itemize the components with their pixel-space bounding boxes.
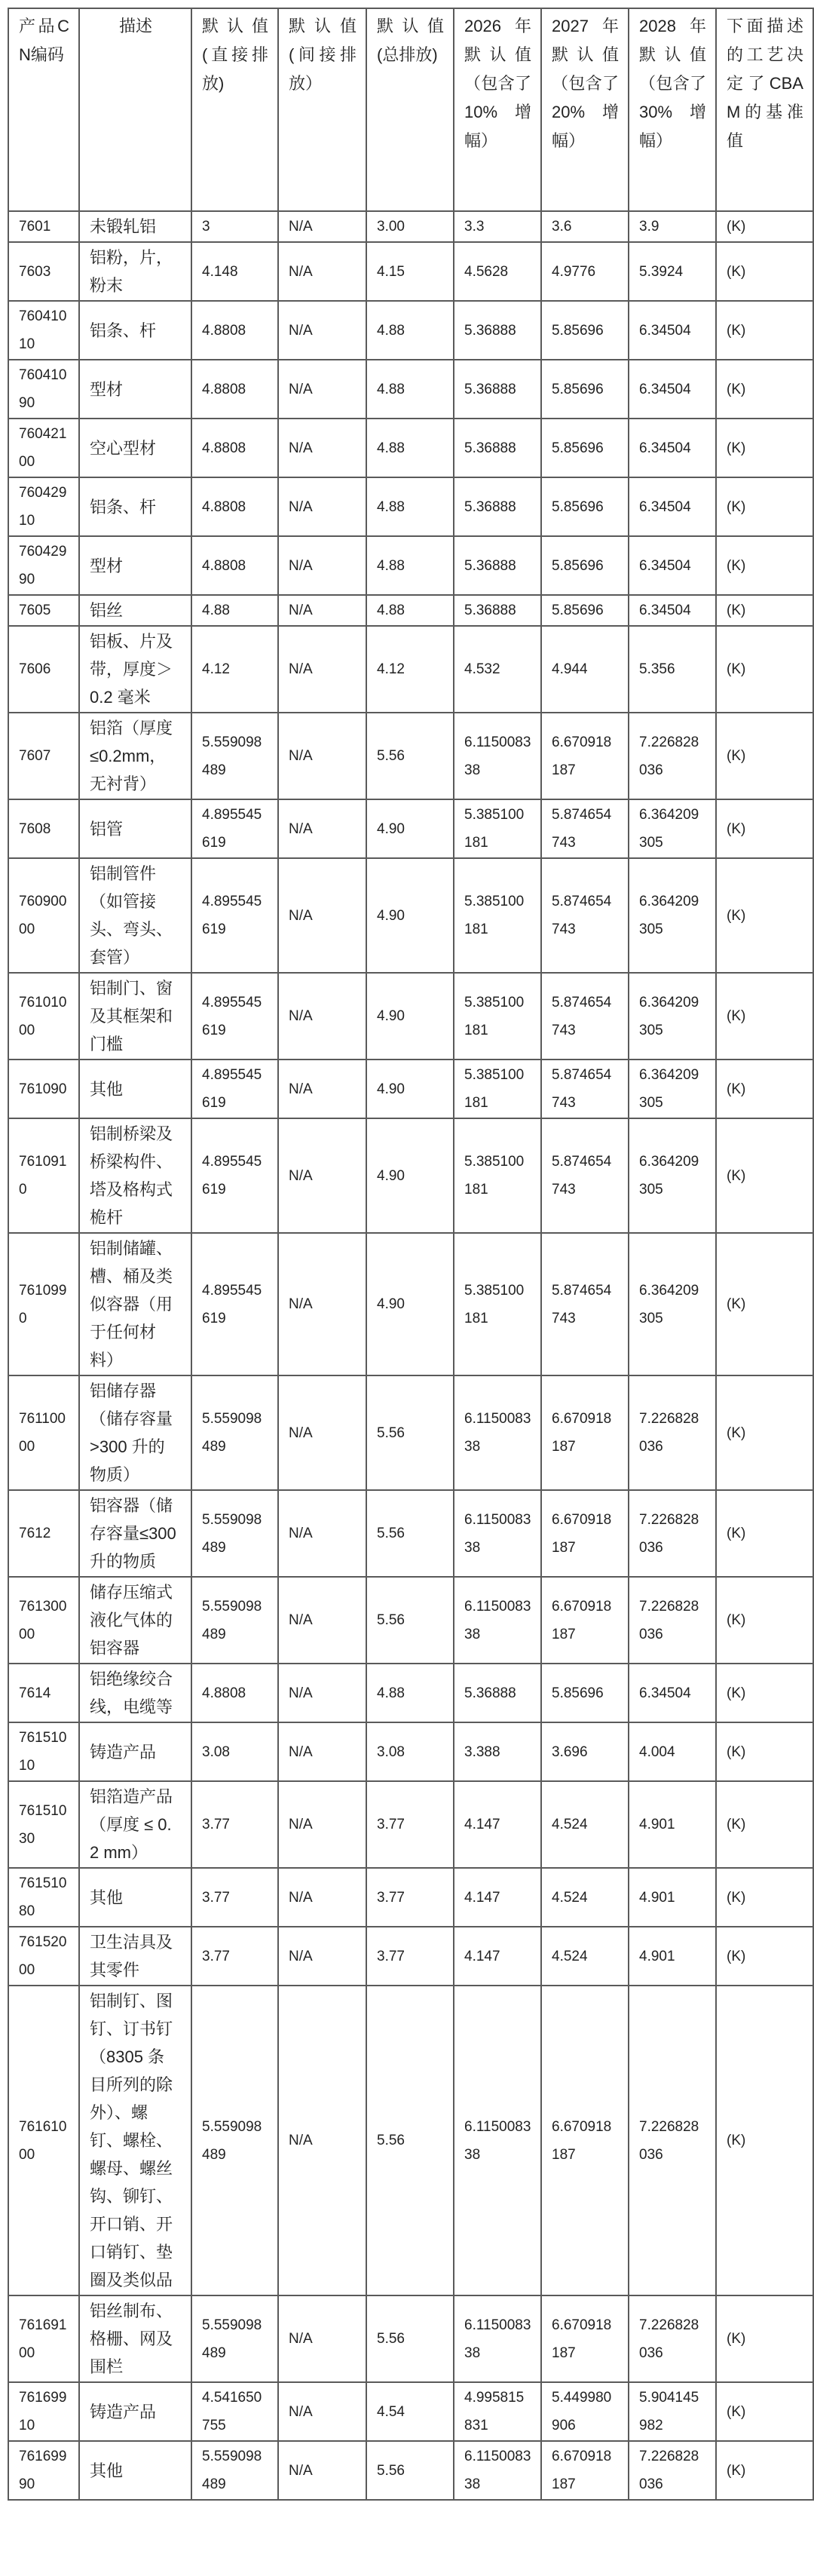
value-2026-cell: 4.147	[454, 1927, 541, 1986]
value-2026-cell: 4.147	[454, 1781, 541, 1868]
direct-value-cell: 4.8808	[191, 301, 278, 360]
total-value-cell: 4.90	[366, 858, 454, 973]
cn-code-cell: 76130000	[8, 1577, 79, 1664]
value-2028-cell: 5.3924	[629, 242, 716, 301]
table-row	[8, 2441, 813, 2500]
table-row	[8, 1233, 813, 1375]
indirect-value-cell: N/A	[278, 799, 366, 858]
header-2027-default: 2027年默认值（包含了20%增幅）	[541, 8, 629, 211]
value-2028-cell: 7.226828036	[629, 713, 716, 799]
total-value-cell: 4.15	[366, 242, 454, 301]
indirect-value-cell: N/A	[278, 2382, 366, 2441]
total-value-cell: 4.88	[366, 301, 454, 360]
benchmark-route-cell: (K)	[716, 1664, 813, 1722]
value-2027-cell: 5.85696	[541, 595, 629, 626]
value-2027-cell: 5.85696	[541, 301, 629, 360]
description-cell: 铝制门、窗及其框架和门槛	[79, 973, 191, 1060]
cn-code-cell: 7606	[8, 626, 79, 713]
direct-value-cell: 4.895545619	[191, 1233, 278, 1375]
benchmark-route-cell: (K)	[716, 1060, 813, 1118]
value-2026-cell: 6.115008338	[454, 1375, 541, 1490]
description-cell: 铝容器（储存容量≤300 升的物质	[79, 1490, 191, 1577]
description-cell: 铝板、片及带，厚度＞0.2 毫米	[79, 626, 191, 713]
description-cell: 铸造产品	[79, 2382, 191, 2441]
indirect-value-cell: N/A	[278, 1927, 366, 1986]
value-2028-cell: 6.364209305	[629, 1233, 716, 1375]
benchmark-route-cell: (K)	[716, 360, 813, 419]
benchmark-route-cell: (K)	[716, 1986, 813, 2295]
benchmark-route-cell: (K)	[716, 477, 813, 536]
benchmark-route-cell: (K)	[716, 1233, 813, 1375]
table-row	[8, 1868, 813, 1927]
value-2027-cell: 4.524	[541, 1781, 629, 1868]
total-value-cell: 4.54	[366, 2382, 454, 2441]
table-row	[8, 713, 813, 799]
indirect-value-cell: N/A	[278, 301, 366, 360]
value-2027-cell: 6.670918187	[541, 2441, 629, 2500]
indirect-value-cell: N/A	[278, 973, 366, 1060]
description-cell: 铝储存器（储存容量>300 升的物质）	[79, 1375, 191, 1490]
table-row	[8, 1927, 813, 1986]
benchmark-route-cell: (K)	[716, 1927, 813, 1986]
indirect-value-cell: N/A	[278, 242, 366, 301]
cn-code-cell: 76169910	[8, 2382, 79, 2441]
value-2026-cell: 5.385100181	[454, 858, 541, 973]
benchmark-route-cell: (K)	[716, 595, 813, 626]
value-2028-cell: 6.34504	[629, 1664, 716, 1722]
table-body	[8, 211, 813, 2500]
cn-code-cell: 7605	[8, 595, 79, 626]
description-cell: 其他	[79, 1060, 191, 1118]
table-row	[8, 1060, 813, 1118]
value-2027-cell: 5.874654743	[541, 1060, 629, 1118]
cn-code-cell: 76041090	[8, 360, 79, 419]
total-value-cell: 5.56	[366, 2295, 454, 2382]
table-row	[8, 242, 813, 301]
cn-code-cell: 76152000	[8, 1927, 79, 1986]
cn-code-cell: 76041010	[8, 301, 79, 360]
value-2028-cell: 6.364209305	[629, 1060, 716, 1118]
description-cell: 铝箔造产品（厚度 ≤ 0.2 mm）	[79, 1781, 191, 1868]
value-2028-cell: 5.904145982	[629, 2382, 716, 2441]
value-2027-cell: 6.670918187	[541, 1490, 629, 1577]
direct-value-cell: 5.559098489	[191, 1577, 278, 1664]
value-2026-cell: 6.115008338	[454, 1577, 541, 1664]
value-2026-cell: 5.36888	[454, 360, 541, 419]
table-row	[8, 1722, 813, 1781]
header-cbam-benchmark: 下面描述的工艺决定了CBAM的基准值	[716, 8, 813, 211]
value-2027-cell: 5.85696	[541, 1664, 629, 1722]
total-value-cell: 3.77	[366, 1868, 454, 1927]
cn-code-cell: 761090	[8, 1060, 79, 1118]
cbam-default-values-table	[8, 8, 814, 2501]
benchmark-route-cell: (K)	[716, 301, 813, 360]
total-value-cell: 4.88	[366, 595, 454, 626]
indirect-value-cell: N/A	[278, 419, 366, 477]
indirect-value-cell: N/A	[278, 858, 366, 973]
table-row	[8, 1986, 813, 2295]
value-2026-cell: 5.385100181	[454, 973, 541, 1060]
value-2027-cell: 5.874654743	[541, 1233, 629, 1375]
value-2027-cell: 4.524	[541, 1868, 629, 1927]
direct-value-cell: 4.8808	[191, 1664, 278, 1722]
total-value-cell: 4.90	[366, 1060, 454, 1118]
table-row	[8, 477, 813, 536]
value-2026-cell: 4.5628	[454, 242, 541, 301]
description-cell: 铝制储罐、槽、桶及类似容器（用于任何材料）	[79, 1233, 191, 1375]
cn-code-cell: 76042100	[8, 419, 79, 477]
indirect-value-cell: N/A	[278, 2295, 366, 2382]
value-2026-cell: 5.36888	[454, 536, 541, 595]
indirect-value-cell: N/A	[278, 211, 366, 242]
cn-code-cell: 7601	[8, 211, 79, 242]
benchmark-route-cell: (K)	[716, 1781, 813, 1868]
benchmark-route-cell: (K)	[716, 419, 813, 477]
benchmark-route-cell: (K)	[716, 626, 813, 713]
value-2028-cell: 7.226828036	[629, 2295, 716, 2382]
cn-code-cell: 76090000	[8, 858, 79, 973]
cn-code-cell: 76161000	[8, 1986, 79, 2295]
value-2027-cell: 6.670918187	[541, 713, 629, 799]
value-2028-cell: 6.364209305	[629, 973, 716, 1060]
value-2028-cell: 7.226828036	[629, 1986, 716, 2295]
value-2026-cell: 4.147	[454, 1868, 541, 1927]
value-2028-cell: 6.364209305	[629, 858, 716, 973]
value-2026-cell: 5.385100181	[454, 1060, 541, 1118]
value-2026-cell: 3.3	[454, 211, 541, 242]
description-cell: 铝绝缘绞合线，电缆等	[79, 1664, 191, 1722]
benchmark-route-cell: (K)	[716, 536, 813, 595]
cn-code-cell: 7608	[8, 799, 79, 858]
benchmark-route-cell: (K)	[716, 713, 813, 799]
total-value-cell: 4.90	[366, 1233, 454, 1375]
value-2027-cell: 5.85696	[541, 360, 629, 419]
benchmark-route-cell: (K)	[716, 1118, 813, 1233]
indirect-value-cell: N/A	[278, 713, 366, 799]
benchmark-route-cell: (K)	[716, 1490, 813, 1577]
total-value-cell: 3.00	[366, 211, 454, 242]
indirect-value-cell: N/A	[278, 1118, 366, 1233]
benchmark-route-cell: (K)	[716, 2382, 813, 2441]
direct-value-cell: 3.77	[191, 1927, 278, 1986]
total-value-cell: 5.56	[366, 713, 454, 799]
description-cell: 储存压缩式液化气体的铝容器	[79, 1577, 191, 1664]
indirect-value-cell: N/A	[278, 1375, 366, 1490]
description-cell: 型材	[79, 360, 191, 419]
description-cell: 铝条、杆	[79, 477, 191, 536]
value-2027-cell: 5.85696	[541, 536, 629, 595]
value-2028-cell: 7.226828036	[629, 1577, 716, 1664]
cn-code-cell: 76151030	[8, 1781, 79, 1868]
value-2026-cell: 6.115008338	[454, 1986, 541, 2295]
indirect-value-cell: N/A	[278, 1986, 366, 2295]
direct-value-cell: 4.148	[191, 242, 278, 301]
total-value-cell: 3.77	[366, 1927, 454, 1986]
table-row	[8, 536, 813, 595]
direct-value-cell: 4.12	[191, 626, 278, 713]
indirect-value-cell: N/A	[278, 1664, 366, 1722]
description-cell: 其他	[79, 1868, 191, 1927]
description-cell: 其他	[79, 2441, 191, 2500]
table-header-row	[8, 8, 813, 211]
total-value-cell: 4.88	[366, 1664, 454, 1722]
table-row	[8, 626, 813, 713]
direct-value-cell: 4.541650755	[191, 2382, 278, 2441]
value-2026-cell: 4.995815831	[454, 2382, 541, 2441]
table-row	[8, 211, 813, 242]
value-2028-cell: 4.901	[629, 1927, 716, 1986]
value-2027-cell: 4.524	[541, 1927, 629, 1986]
cn-code-cell: 76042990	[8, 536, 79, 595]
cn-code-cell: 76101000	[8, 973, 79, 1060]
value-2027-cell: 5.874654743	[541, 799, 629, 858]
indirect-value-cell: N/A	[278, 1490, 366, 1577]
direct-value-cell: 3	[191, 211, 278, 242]
cn-code-cell: 7610990	[8, 1233, 79, 1375]
table-row	[8, 419, 813, 477]
value-2027-cell: 5.874654743	[541, 1118, 629, 1233]
value-2028-cell: 6.34504	[629, 536, 716, 595]
benchmark-route-cell: (K)	[716, 973, 813, 1060]
value-2026-cell: 6.115008338	[454, 1490, 541, 1577]
table-row	[8, 858, 813, 973]
value-2028-cell: 5.356	[629, 626, 716, 713]
cn-code-cell: 76151010	[8, 1722, 79, 1781]
table-row	[8, 1781, 813, 1868]
total-value-cell: 4.88	[366, 536, 454, 595]
description-cell: 铝制钉、图钉、订书钉（8305 条目所列的除外）、螺钉、螺栓、螺母、螺丝钩、铆钉、开口销、开口销钉、垫圈及类似品	[79, 1986, 191, 2295]
direct-value-cell: 4.88	[191, 595, 278, 626]
cn-code-cell: 7614	[8, 1664, 79, 1722]
cn-code-cell: 7610910	[8, 1118, 79, 1233]
table-row	[8, 1375, 813, 1490]
direct-value-cell: 5.559098489	[191, 2441, 278, 2500]
table-row	[8, 2382, 813, 2441]
total-value-cell: 5.56	[366, 1375, 454, 1490]
direct-value-cell: 4.895545619	[191, 1118, 278, 1233]
value-2026-cell: 4.532	[454, 626, 541, 713]
direct-value-cell: 3.08	[191, 1722, 278, 1781]
header-description: 描述	[79, 8, 191, 211]
value-2027-cell: 6.670918187	[541, 2295, 629, 2382]
benchmark-route-cell: (K)	[716, 858, 813, 973]
header-total-emissions: 默认值(总排放)	[366, 8, 454, 211]
value-2028-cell: 6.364209305	[629, 799, 716, 858]
value-2028-cell: 6.34504	[629, 477, 716, 536]
description-cell: 铝制管件（如管接头、弯头、套管）	[79, 858, 191, 973]
total-value-cell: 3.77	[366, 1781, 454, 1868]
value-2027-cell: 3.696	[541, 1722, 629, 1781]
value-2026-cell: 5.36888	[454, 419, 541, 477]
table-row	[8, 595, 813, 626]
direct-value-cell: 5.559098489	[191, 1490, 278, 1577]
indirect-value-cell: N/A	[278, 595, 366, 626]
indirect-value-cell: N/A	[278, 626, 366, 713]
indirect-value-cell: N/A	[278, 477, 366, 536]
cn-code-cell: 76110000	[8, 1375, 79, 1490]
value-2027-cell: 3.6	[541, 211, 629, 242]
value-2028-cell: 6.34504	[629, 595, 716, 626]
value-2028-cell: 6.34504	[629, 301, 716, 360]
indirect-value-cell: N/A	[278, 360, 366, 419]
benchmark-route-cell: (K)	[716, 799, 813, 858]
direct-value-cell: 3.77	[191, 1781, 278, 1868]
cn-code-cell: 76169100	[8, 2295, 79, 2382]
description-cell: 未锻轧铝	[79, 211, 191, 242]
benchmark-route-cell: (K)	[716, 2295, 813, 2382]
value-2028-cell: 4.004	[629, 1722, 716, 1781]
description-cell: 卫生洁具及其零件	[79, 1927, 191, 1986]
description-cell: 铝管	[79, 799, 191, 858]
total-value-cell: 4.90	[366, 799, 454, 858]
total-value-cell: 4.90	[366, 973, 454, 1060]
total-value-cell: 4.88	[366, 477, 454, 536]
table-row	[8, 1577, 813, 1664]
header-2028-default: 2028年默认值（包含了30%增幅）	[629, 8, 716, 211]
benchmark-route-cell: (K)	[716, 1868, 813, 1927]
value-2026-cell: 5.36888	[454, 477, 541, 536]
value-2026-cell: 5.385100181	[454, 799, 541, 858]
value-2027-cell: 5.874654743	[541, 858, 629, 973]
direct-value-cell: 4.895545619	[191, 858, 278, 973]
value-2028-cell: 4.901	[629, 1868, 716, 1927]
header-direct-emissions: 默认值(直接排放)	[191, 8, 278, 211]
description-cell: 空心型材	[79, 419, 191, 477]
benchmark-route-cell: (K)	[716, 242, 813, 301]
description-cell: 铝箔（厚度≤0.2mm，无衬背）	[79, 713, 191, 799]
description-cell: 铸造产品	[79, 1722, 191, 1781]
total-value-cell: 5.56	[366, 2441, 454, 2500]
total-value-cell: 4.12	[366, 626, 454, 713]
cn-code-cell: 76151080	[8, 1868, 79, 1927]
direct-value-cell: 4.895545619	[191, 799, 278, 858]
value-2026-cell: 6.115008338	[454, 2295, 541, 2382]
cn-code-cell: 76042910	[8, 477, 79, 536]
cn-code-cell: 7607	[8, 713, 79, 799]
value-2028-cell: 7.226828036	[629, 2441, 716, 2500]
table-row	[8, 973, 813, 1060]
indirect-value-cell: N/A	[278, 1868, 366, 1927]
value-2028-cell: 6.364209305	[629, 1118, 716, 1233]
value-2028-cell: 4.901	[629, 1781, 716, 1868]
total-value-cell: 5.56	[366, 1577, 454, 1664]
value-2027-cell: 5.874654743	[541, 973, 629, 1060]
header-indirect-emissions: 默认值(间接排放）	[278, 8, 366, 211]
value-2026-cell: 3.388	[454, 1722, 541, 1781]
value-2027-cell: 4.944	[541, 626, 629, 713]
direct-value-cell: 4.895545619	[191, 973, 278, 1060]
direct-value-cell: 4.8808	[191, 477, 278, 536]
value-2026-cell: 5.385100181	[454, 1233, 541, 1375]
value-2026-cell: 5.36888	[454, 1664, 541, 1722]
direct-value-cell: 5.559098489	[191, 713, 278, 799]
indirect-value-cell: N/A	[278, 1781, 366, 1868]
value-2027-cell: 6.670918187	[541, 1375, 629, 1490]
value-2026-cell: 5.36888	[454, 595, 541, 626]
value-2026-cell: 5.36888	[454, 301, 541, 360]
value-2027-cell: 6.670918187	[541, 1986, 629, 2295]
benchmark-route-cell: (K)	[716, 211, 813, 242]
header-cn-code: 产品CN编码	[8, 8, 79, 211]
table-row	[8, 301, 813, 360]
value-2027-cell: 4.9776	[541, 242, 629, 301]
indirect-value-cell: N/A	[278, 1233, 366, 1375]
benchmark-route-cell: (K)	[716, 1577, 813, 1664]
total-value-cell: 4.88	[366, 419, 454, 477]
cn-code-cell: 7612	[8, 1490, 79, 1577]
direct-value-cell: 4.895545619	[191, 1060, 278, 1118]
indirect-value-cell: N/A	[278, 1060, 366, 1118]
value-2026-cell: 6.115008338	[454, 2441, 541, 2500]
benchmark-route-cell: (K)	[716, 2441, 813, 2500]
direct-value-cell: 3.77	[191, 1868, 278, 1927]
description-cell: 铝丝	[79, 595, 191, 626]
description-cell: 铝制桥梁及桥梁构件、塔及格构式桅杆	[79, 1118, 191, 1233]
table-row	[8, 1664, 813, 1722]
direct-value-cell: 4.8808	[191, 360, 278, 419]
total-value-cell: 3.08	[366, 1722, 454, 1781]
value-2027-cell: 5.85696	[541, 419, 629, 477]
value-2027-cell: 5.85696	[541, 477, 629, 536]
benchmark-route-cell: (K)	[716, 1722, 813, 1781]
value-2028-cell: 6.34504	[629, 419, 716, 477]
value-2026-cell: 6.115008338	[454, 713, 541, 799]
description-cell: 铝粉，片，粉末	[79, 242, 191, 301]
cn-code-cell: 76169990	[8, 2441, 79, 2500]
table-row	[8, 360, 813, 419]
value-2028-cell: 7.226828036	[629, 1490, 716, 1577]
cn-code-cell: 7603	[8, 242, 79, 301]
direct-value-cell: 5.559098489	[191, 1986, 278, 2295]
indirect-value-cell: N/A	[278, 1577, 366, 1664]
direct-value-cell: 5.559098489	[191, 2295, 278, 2382]
direct-value-cell: 5.559098489	[191, 1375, 278, 1490]
direct-value-cell: 4.8808	[191, 419, 278, 477]
indirect-value-cell: N/A	[278, 1722, 366, 1781]
value-2028-cell: 7.226828036	[629, 1375, 716, 1490]
value-2026-cell: 5.385100181	[454, 1118, 541, 1233]
table-row	[8, 1118, 813, 1233]
total-value-cell: 5.56	[366, 1490, 454, 1577]
benchmark-route-cell: (K)	[716, 1375, 813, 1490]
table-row	[8, 2295, 813, 2382]
indirect-value-cell: N/A	[278, 536, 366, 595]
indirect-value-cell: N/A	[278, 2441, 366, 2500]
description-cell: 铝丝制布、格栅、网及围栏	[79, 2295, 191, 2382]
total-value-cell: 5.56	[366, 1986, 454, 2295]
direct-value-cell: 4.8808	[191, 536, 278, 595]
table-row	[8, 799, 813, 858]
value-2027-cell: 6.670918187	[541, 1577, 629, 1664]
description-cell: 型材	[79, 536, 191, 595]
value-2027-cell: 5.449980906	[541, 2382, 629, 2441]
header-2026-default: 2026年默认值（包含了10%增幅）	[454, 8, 541, 211]
description-cell: 铝条、杆	[79, 301, 191, 360]
value-2028-cell: 6.34504	[629, 360, 716, 419]
table-row	[8, 1490, 813, 1577]
total-value-cell: 4.90	[366, 1118, 454, 1233]
value-2028-cell: 3.9	[629, 211, 716, 242]
total-value-cell: 4.88	[366, 360, 454, 419]
